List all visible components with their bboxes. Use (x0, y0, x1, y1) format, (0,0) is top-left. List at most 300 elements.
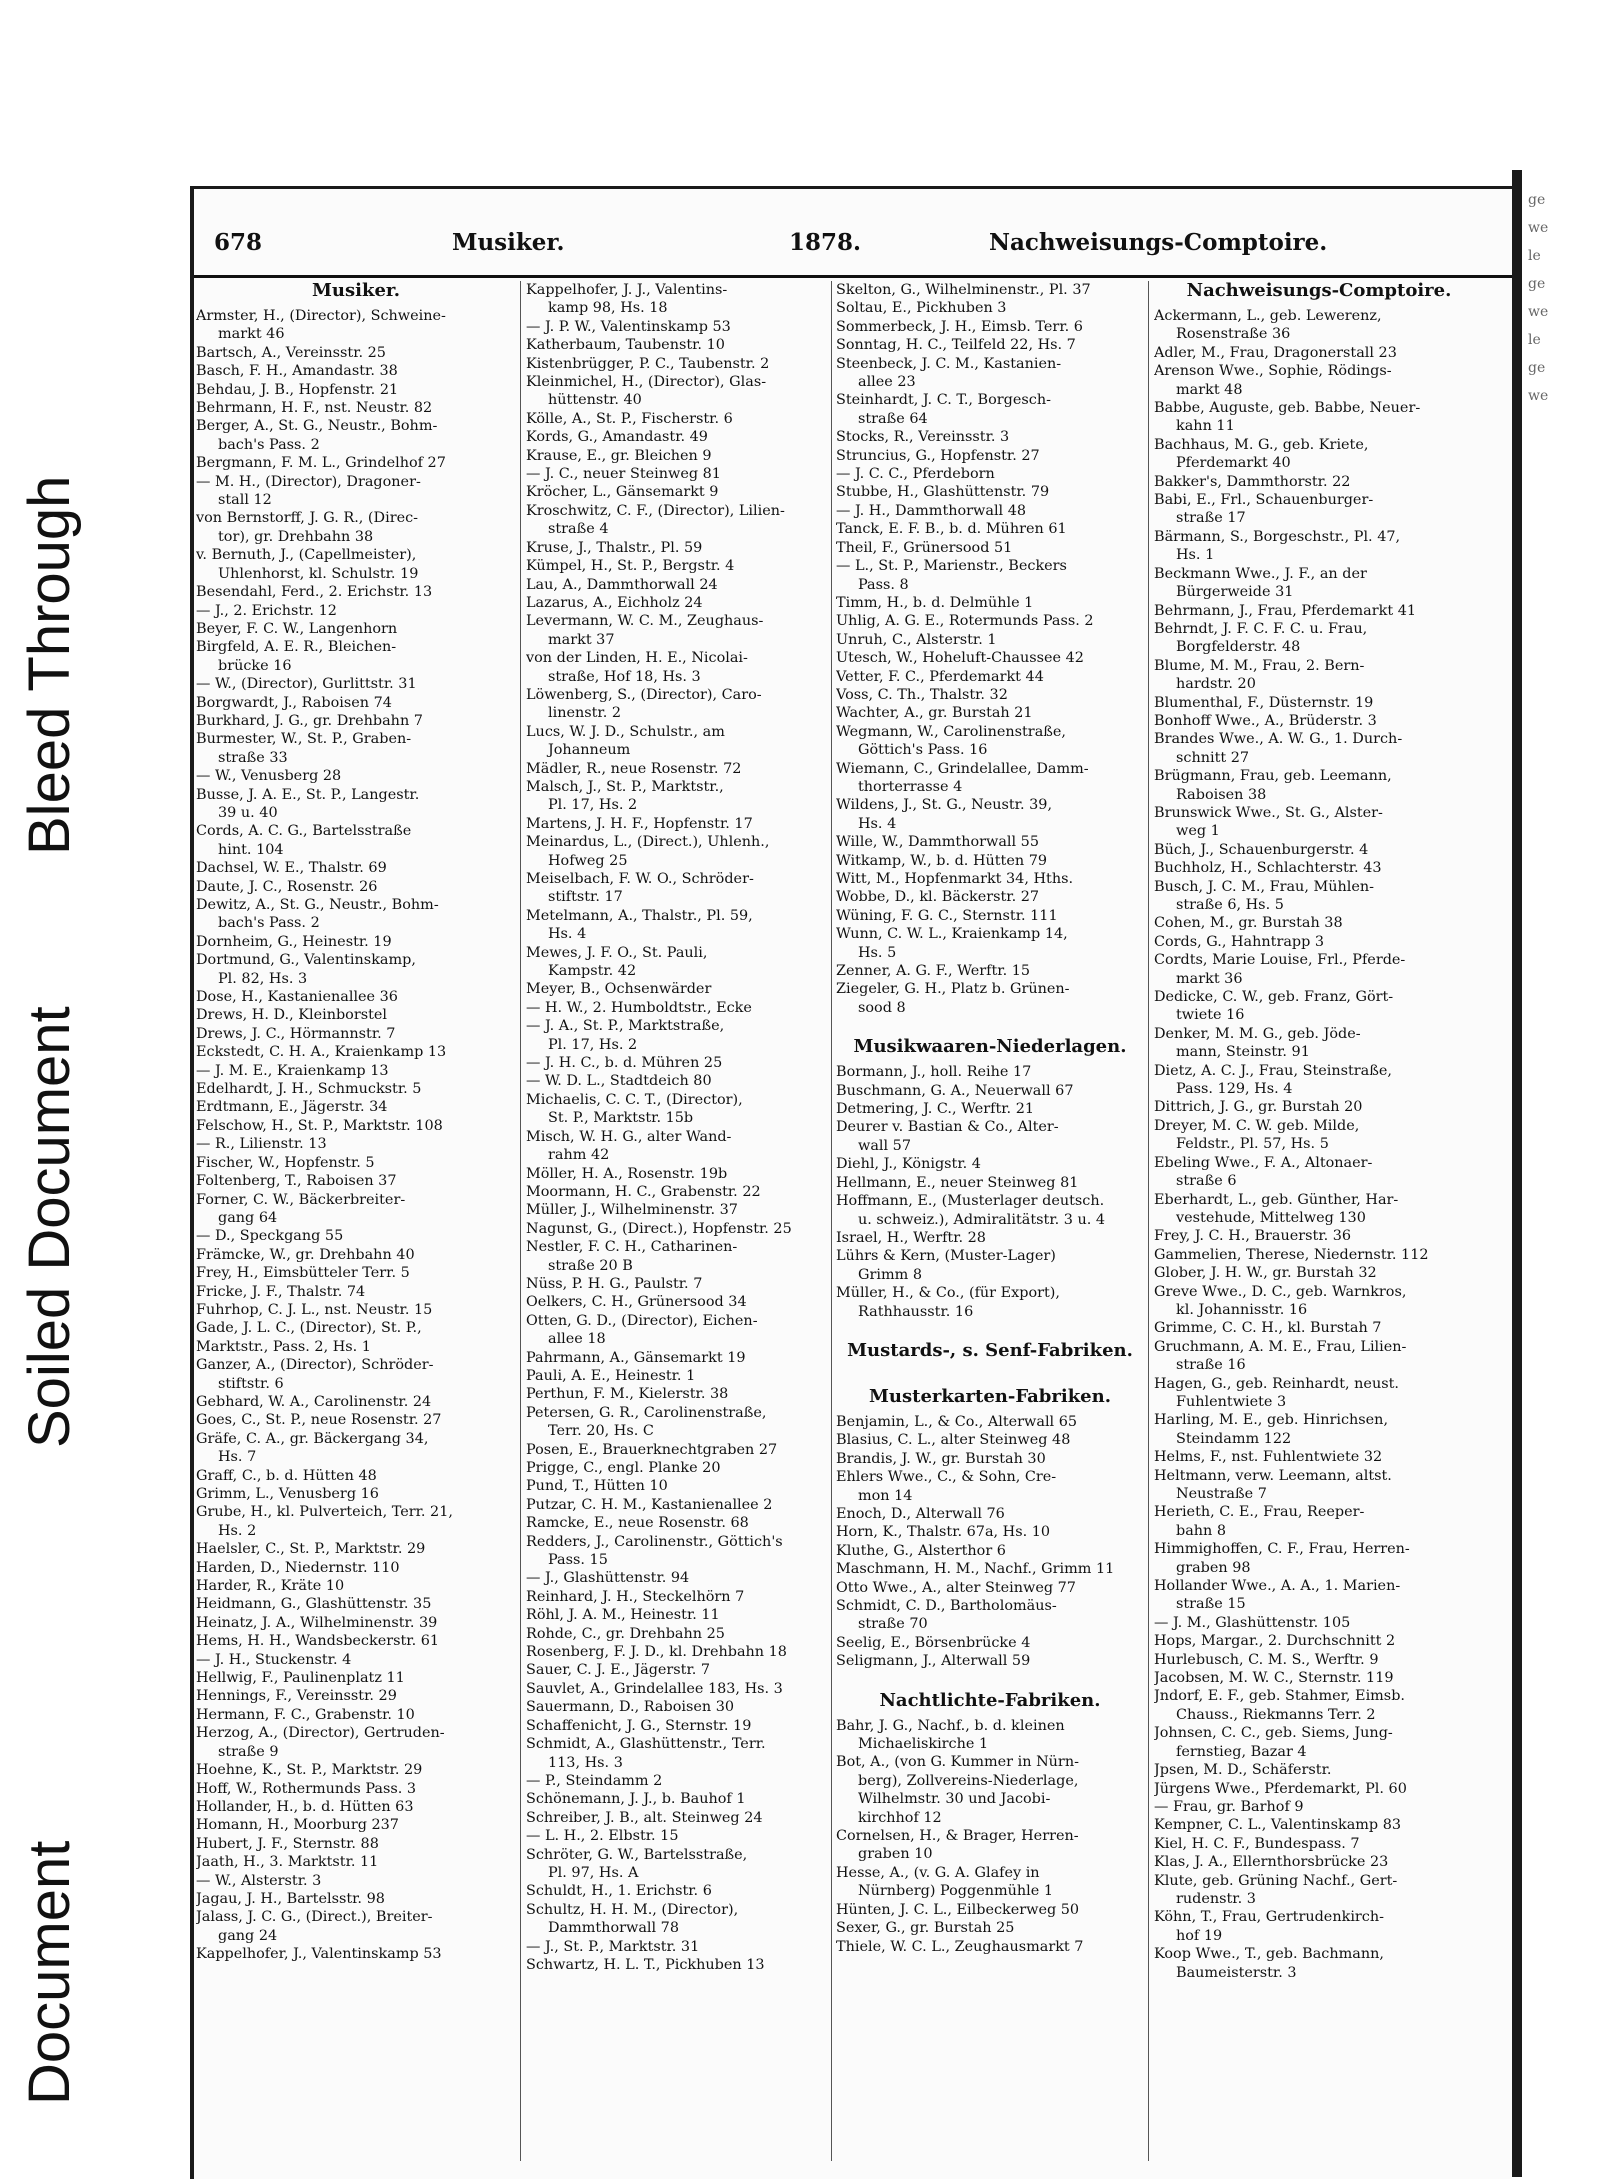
entry-continuation: Uhlenhorst, kl. Schulstr. 19 (218, 565, 419, 582)
entry-continuation: straße 4 (548, 521, 609, 538)
directory-entry: Gruchmann, A. M. E., Frau, Lilien- (1154, 1338, 1407, 1355)
directory-entry: Behrndt, J. F. C. F. C. u. Frau, (1154, 620, 1368, 637)
directory-entry: Utesch, W., Hoheluft-Chaussee 42 (836, 650, 1084, 667)
directory-entry: — J., Glashüttenstr. 94 (526, 1570, 690, 1587)
directory-entry: Bonhoff Wwe., A., Brüderstr. 3 (1154, 712, 1377, 729)
directory-entry: Heidmann, G., Glashüttenstr. 35 (196, 1596, 432, 1613)
directory-entry: Jagau, J. H., Bartelsstr. 98 (196, 1890, 385, 1907)
directory-entry: Denker, M. M. G., geb. Jöde- (1154, 1025, 1361, 1042)
entry-continuation: Rathhausstr. 16 (858, 1303, 974, 1320)
directory-entry: Klute, geb. Grüning Nachf., Gert- (1154, 1872, 1398, 1889)
directory-entry: Himmighoffen, C. F., Frau, Herren- (1154, 1541, 1410, 1558)
next-page-fragment: we (1528, 304, 1549, 320)
next-page-fragment: ge (1528, 276, 1546, 292)
directory-entry: Maschmann, H. M., Nachf., Grimm 11 (836, 1561, 1115, 1578)
directory-entry: Erdtmann, E., Jägerstr. 34 (196, 1099, 388, 1116)
directory-entry: Meinardus, L., (Direct.), Uhlenh., (526, 834, 770, 851)
directory-entry: Otten, G. D., (Director), Eichen- (526, 1312, 758, 1329)
directory-entry: Herieth, C. E., Frau, Reeper- (1154, 1504, 1365, 1521)
directory-entry: Prigge, C., engl. Planke 20 (526, 1460, 721, 1476)
directory-entry: Diehl, J., Königstr. 4 (836, 1156, 981, 1173)
directory-entry: Hems, H. H., Wandsbeckerstr. 61 (196, 1633, 440, 1650)
directory-entry: Wüning, F. G. C., Sternstr. 111 (836, 907, 1058, 924)
entry-continuation: straße 17 (1176, 510, 1246, 527)
entry-continuation: straße 9 (218, 1743, 279, 1760)
directory-entry: Koop Wwe., T., geb. Bachmann, (1154, 1946, 1384, 1963)
directory-entry: Schwartz, H. L. T., Pickhuben 13 (526, 1956, 765, 1973)
directory-entry: Behrmann, J., Frau, Pferdemarkt 41 (1154, 602, 1417, 619)
entry-continuation: Pl. 17, Hs. 2 (548, 797, 638, 814)
directory-entry: Röhl, J. A. M., Heinestr. 11 (526, 1607, 720, 1624)
directory-entry: Ramcke, E., neue Rosenstr. 68 (526, 1515, 749, 1532)
directory-entry: Sauvlet, A., Grindelallee 183, Hs. 3 (526, 1680, 783, 1697)
directory-entry: Buschmann, G. A., Neuerwall 67 (836, 1082, 1074, 1099)
directory-entry: Deurer v. Bastian & Co., Alter- (836, 1119, 1059, 1136)
directory-entry: Birgfeld, A. E. R., Bleichen- (196, 639, 397, 656)
entry-continuation: straße 16 (1176, 1357, 1246, 1374)
entry-continuation: Hs. 5 (858, 944, 897, 961)
directory-entry: Felschow, H., St. P., Marktstr. 108 (196, 1117, 443, 1134)
directory-entry: Misch, W. H. G., alter Wand- (526, 1128, 732, 1145)
directory-entry: Jndorf, E. F., geb. Stahmer, Eimsb. (1154, 1688, 1405, 1705)
entry-continuation: Pl. 97, Hs. A (548, 1864, 639, 1881)
directory-entry: — W., (Director), Gurlittstr. 31 (196, 676, 417, 693)
directory-entry: Bakker's, Dammthorstr. 22 (1154, 473, 1351, 490)
entry-continuation: Raboisen 38 (1176, 786, 1267, 803)
column-2 (526, 281, 846, 2171)
directory-entry: — J. P. W., Valentinskamp 53 (526, 318, 731, 335)
directory-entry: Sommerbeck, J. H., Eimsb. Terr. 6 (836, 318, 1083, 335)
directory-entry: Sonntag, H. C., Teilfeld 22, Hs. 7 (836, 337, 1076, 354)
section-heading: Musikwaaren-Niederlagen. (853, 1036, 1127, 1058)
directory-entry: Blume, M. M., Frau, 2. Bern- (1154, 657, 1365, 674)
directory-entry: Homann, H., Moorburg 237 (196, 1817, 399, 1834)
directory-entry: Nüss, P. H. G., Paulstr. 7 (526, 1275, 703, 1292)
entry-continuation: markt 48 (1176, 381, 1243, 398)
directory-entry: Hünten, J. C. L., Eilbeckerweg 50 (836, 1901, 1080, 1918)
directory-entry: Gräfe, C. A., gr. Bäckergang 34, (196, 1430, 429, 1447)
directory-entry: Unruh, C., Alsterstr. 1 (836, 631, 997, 648)
next-page-fragment: we (1528, 388, 1549, 404)
directory-entry: Grimme, C. C. H., kl. Burstah 7 (1154, 1320, 1382, 1337)
entry-continuation: Wilhelmstr. 30 und Jacobi- (858, 1791, 1051, 1808)
directory-entry: Pund, T., Hütten 10 (526, 1478, 668, 1495)
directory-entry: Witt, M., Hopfenmarkt 34, Hths. (836, 871, 1074, 887)
directory-entry: Jacobsen, M. W. C., Sternstr. 119 (1154, 1670, 1394, 1687)
margin-label-document: Document (17, 1840, 82, 2105)
directory-entry: Israel, H., Werftr. 28 (836, 1229, 986, 1246)
directory-entry: Stocks, R., Vereinsstr. 3 (836, 429, 1010, 446)
entry-continuation: gang 24 (218, 1927, 278, 1944)
directory-entry: Enoch, D., Alterwall 76 (836, 1505, 1005, 1522)
entry-continuation: kamp 98, Hs. 18 (548, 300, 668, 317)
directory-entry: Soltau, E., Pickhuben 3 (836, 300, 1007, 317)
directory-entry: Bormann, J., holl. Reihe 17 (836, 1064, 1032, 1081)
directory-entry: Müller, H., & Co., (für Export), (836, 1285, 1060, 1302)
directory-entry: Dreyer, M. C. W. geb. Milde, (1154, 1117, 1360, 1134)
entry-continuation: stiftstr. 6 (218, 1375, 284, 1392)
directory-entry: Harling, M. E., geb. Hinrichsen, (1154, 1412, 1389, 1429)
margin-label-bleed: Bleed Through (17, 475, 82, 855)
directory-entry: Harden, D., Niedernstr. 110 (196, 1559, 400, 1576)
directory-entry: Besendahl, Ferd., 2. Erichstr. 13 (196, 584, 433, 601)
entry-continuation: Dammthorwall 78 (548, 1920, 679, 1937)
directory-entry: Herzog, A., (Director), Gertruden- (196, 1725, 445, 1742)
directory-entry: Klas, J. A., Ellernthorsbrücke 23 (1154, 1854, 1389, 1871)
directory-entry: Hagen, G., geb. Reinhardt, neust. (1154, 1375, 1399, 1392)
directory-entry: Armster, H., (Director), Schweine- (196, 308, 446, 324)
directory-entry: Wobbe, D., kl. Bäckerstr. 27 (836, 889, 1040, 906)
entry-continuation: Baumeisterstr. 3 (1176, 1964, 1297, 1981)
directory-entry: — J. H., Dammthorwall 48 (836, 502, 1027, 519)
directory-entry: Wachter, A., gr. Burstah 21 (836, 705, 1033, 722)
directory-entry: Eberhardt, L., geb. Günther, Har- (1154, 1191, 1399, 1208)
directory-entry: Marktstr., Pass. 2, Hs. 1 (196, 1338, 371, 1355)
directory-entry: Perthun, F. M., Kielerstr. 38 (526, 1386, 729, 1403)
directory-entry: Hoffmann, E., (Musterlager deutsch. (836, 1193, 1105, 1210)
directory-entry: Schreiber, J. B., alt. Steinweg 24 (526, 1809, 763, 1826)
entry-continuation: kl. Johannisstr. 16 (1176, 1301, 1308, 1318)
entry-continuation: St. P., Marktstr. 15b (548, 1110, 694, 1127)
directory-entry: Kiel, H. C. F., Bundespass. 7 (1154, 1835, 1360, 1852)
entry-continuation: mon 14 (858, 1487, 913, 1504)
entry-continuation: hint. 104 (218, 841, 284, 858)
column-divider (831, 281, 832, 2161)
directory-entry: Dewitz, A., St. G., Neustr., Bohm- (196, 897, 439, 913)
directory-entry: Cohen, M., gr. Burstah 38 (1154, 915, 1343, 932)
directory-entry: Kempner, C. L., Valentinskamp 83 (1154, 1817, 1402, 1834)
entry-continuation: Pass. 8 (858, 576, 909, 593)
section-gap (836, 1671, 1144, 1685)
entry-continuation: gang 64 (218, 1209, 278, 1226)
directory-entry: — D., Speckgang 55 (196, 1228, 344, 1245)
entry-continuation: kirchhof 12 (858, 1809, 942, 1826)
directory-entry: Buchholz, H., Schlachterstr. 43 (1154, 860, 1382, 877)
directory-entry: Ebeling Wwe., F. A., Altonaer- (1154, 1154, 1373, 1171)
directory-entry: Brandes Wwe., A. W. G., 1. Durch- (1154, 731, 1403, 748)
directory-entry: Dose, H., Kastanienallee 36 (196, 989, 398, 1006)
directory-entry: Cords, A. C. G., Bartelsstraße (196, 823, 412, 840)
entry-continuation: straße 6, Hs. 5 (1176, 897, 1284, 913)
entry-continuation: Rosenstraße 36 (1176, 326, 1291, 343)
next-page-fragment: ge (1528, 192, 1546, 208)
directory-entry: Lau, A., Dammthorwall 24 (526, 576, 718, 593)
next-page-fragment: ge (1528, 360, 1546, 376)
entry-continuation: straße, Hof 18, Hs. 3 (548, 668, 701, 685)
directory-entry: Schultz, H. H. M., (Director), (526, 1901, 739, 1918)
page-edge (1512, 170, 1522, 2177)
entry-continuation: markt 37 (548, 631, 615, 648)
running-title-right: Nachweisungs-Comptoire. (989, 229, 1328, 256)
directory-entry: Arenson Wwe., Sophie, Rödings- (1154, 363, 1392, 380)
directory-entry: Johnsen, C. C., geb. Siems, Jung- (1154, 1725, 1393, 1742)
directory-entry: Horn, K., Thalstr. 67a, Hs. 10 (836, 1524, 1051, 1541)
header-rule (194, 275, 1512, 278)
directory-entry: Brandis, J. W., gr. Burstah 30 (836, 1450, 1046, 1467)
next-page-fragment: le (1528, 248, 1541, 264)
directory-entry: — R., Lilienstr. 13 (196, 1136, 327, 1153)
running-title-left: Musiker. (452, 229, 565, 256)
directory-entry: Mädler, R., neue Rosenstr. 72 (526, 760, 742, 777)
directory-entry: Jaath, H., 3. Marktstr. 11 (196, 1854, 379, 1871)
directory-entry: von Bernstorff, J. G. R., (Direc- (196, 510, 419, 527)
entry-continuation: straße 6 (1176, 1173, 1237, 1190)
directory-entry: Voss, C. Th., Thalstr. 32 (836, 686, 1008, 703)
directory-entry: Steenbeck, J. C. M., Kastanien- (836, 355, 1062, 372)
entry-continuation: wall 57 (858, 1137, 911, 1154)
directory-entry: Schröter, G. W., Bartelsstraße, (526, 1846, 748, 1863)
entry-continuation: markt 46 (218, 326, 285, 343)
directory-entry: Grimm, L., Venusberg 16 (196, 1486, 379, 1502)
directory-entry: Frey, J. C. H., Brauerstr. 36 (1154, 1228, 1352, 1245)
directory-entry: — L., St. P., Marienstr., Beckers (836, 558, 1067, 575)
directory-entry: Adler, M., Frau, Dragonerstall 23 (1154, 344, 1397, 361)
entry-continuation: straße 64 (858, 410, 928, 427)
entry-continuation: Pass. 129, Hs. 4 (1176, 1081, 1293, 1098)
entry-continuation: straße 15 (1176, 1596, 1246, 1613)
entry-continuation: Hs. 1 (1176, 547, 1215, 564)
entry-continuation: Michaeliskirche 1 (858, 1736, 989, 1753)
entry-continuation: fernstieg, Bazar 4 (1176, 1743, 1307, 1760)
entry-continuation: Johanneum (548, 742, 631, 759)
directory-entry: Sexer, G., gr. Burstah 25 (836, 1920, 1015, 1937)
entry-continuation: Hs. 4 (548, 926, 587, 943)
directory-entry: Fischer, W., Hopfenstr. 5 (196, 1154, 375, 1171)
directory-entry: — W., Alsterstr. 3 (196, 1872, 322, 1889)
entry-continuation: Kampstr. 42 (548, 963, 637, 980)
directory-entry: Löwenberg, S., (Director), Caro- (526, 686, 762, 703)
directory-entry: Berger, A., St. G., Neustr., Bohm- (196, 418, 438, 435)
section-heading: Nachweisungs-Comptoire. (1186, 281, 1452, 301)
directory-entry: — J. C. C., Pferdeborn (836, 466, 995, 483)
directory-entry: — J. M. E., Kraienkamp 13 (196, 1062, 389, 1079)
directory-entry: — J. H., Stuckenstr. 4 (196, 1651, 352, 1668)
next-page-fragment: le (1528, 332, 1541, 348)
directory-entry: von der Linden, H. E., Nicolai- (526, 650, 748, 667)
directory-entry: Tanck, E. F. B., b. d. Mühren 61 (836, 521, 1067, 538)
directory-entry: Witkamp, W., b. d. Hütten 79 (836, 852, 1048, 869)
directory-entry: Lazarus, A., Eichholz 24 (526, 594, 703, 611)
directory-entry: Malsch, J., St. P., Marktstr., (526, 778, 724, 795)
directory-entry: Glober, J. H. W., gr. Burstah 32 (1154, 1265, 1377, 1282)
directory-entry: Pahrmann, A., Gänsemarkt 19 (526, 1349, 746, 1366)
directory-entry: Bot, A., (von G. Kummer in Nürn- (836, 1754, 1079, 1771)
entry-continuation: Hs. 4 (858, 815, 897, 832)
entry-continuation: Hs. 7 (218, 1449, 257, 1466)
column-3 (836, 281, 1144, 2171)
directory-entry: Benjamin, L., & Co., Alterwall 65 (836, 1413, 1078, 1430)
entry-continuation: Chauss., Riekmanns Terr. 2 (1176, 1706, 1376, 1723)
directory-entry: Struncius, G., Hopfenstr. 27 (836, 447, 1040, 464)
entry-continuation: hardstr. 20 (1176, 676, 1256, 693)
directory-entry: Fricke, J. F., Thalstr. 74 (196, 1283, 366, 1300)
entry-continuation: 113, Hs. 3 (548, 1754, 623, 1771)
directory-entry: Meiselbach, F. W. O., Schröder- (526, 871, 754, 887)
directory-entry: Kappelhofer, J. J., Valentins- (526, 282, 728, 298)
entry-continuation: twiete 16 (1176, 1007, 1245, 1024)
directory-entry: Hollander, H., b. d. Hütten 63 (196, 1798, 414, 1815)
directory-entry: Schmidt, A., Glashüttenstr., Terr. (526, 1736, 766, 1753)
directory-entry: Seligmann, J., Alterwall 59 (836, 1653, 1031, 1670)
entry-continuation: rahm 42 (548, 1147, 610, 1164)
directory-entry: — H. W., 2. Humboldtstr., Ecke (526, 999, 752, 1016)
directory-entry: Haelsler, C., St. P., Marktstr. 29 (196, 1541, 426, 1558)
directory-entry: Jpsen, M. D., Schäferstr. (1154, 1762, 1332, 1779)
entry-continuation: bach's Pass. 2 (218, 915, 320, 932)
directory-entry: — J. H. C., b. d. Mühren 25 (526, 1055, 723, 1072)
directory-entry: Daute, J. C., Rosenstr. 26 (196, 878, 378, 895)
directory-entry: Eckstedt, C. H. A., Kraienkamp 13 (196, 1044, 447, 1061)
directory-entry: Detmering, J. C., Werftr. 21 (836, 1101, 1035, 1118)
entry-continuation: Terr. 20, Hs. C (548, 1423, 654, 1440)
directory-entry: Frey, H., Eimsbütteler Terr. 5 (196, 1265, 410, 1282)
directory-entry: Michaelis, C. C. T., (Director), (526, 1091, 743, 1108)
directory-entry: Petersen, G. R., Carolinenstraße, (526, 1404, 767, 1421)
directory-entry: Posen, E., Brauerknechtgraben 27 (526, 1441, 778, 1458)
directory-entry: Kistenbrügger, P. C., Taubenstr. 2 (526, 355, 770, 372)
directory-entry: Dortmund, G., Valentinskamp, (196, 952, 416, 969)
directory-entry: Bärmann, S., Borgeschstr., Pl. 47, (1154, 528, 1401, 545)
entry-continuation: straße 70 (858, 1616, 928, 1633)
section-gap (836, 1017, 1144, 1031)
directory-entry: Burkhard, J. G., gr. Drehbahn 7 (196, 712, 423, 729)
entry-continuation: Bürgerweide 31 (1176, 584, 1294, 601)
directory-entry: Metelmann, A., Thalstr., Pl. 59, (526, 907, 753, 924)
directory-entry: Oelkers, C. H., Grünersood 34 (526, 1294, 747, 1311)
directory-entry: Kords, G., Amandastr. 49 (526, 429, 708, 446)
page-number: 678 (214, 229, 263, 256)
entry-continuation: Feldstr., Pl. 57, Hs. 5 (1176, 1136, 1329, 1153)
directory-entry: Uhlig, A. G. E., Rotermunds Pass. 2 (836, 613, 1094, 630)
directory-entry: Dedicke, C. W., geb. Franz, Gört- (1154, 989, 1394, 1006)
entry-continuation: Göttich's Pass. 16 (858, 742, 988, 759)
directory-entry: Ackermann, L., geb. Lewerenz, (1154, 308, 1382, 324)
directory-entry: Busch, J. C. M., Frau, Mühlen- (1154, 878, 1374, 895)
directory-entry: Otto Wwe., A., alter Steinweg 77 (836, 1579, 1076, 1596)
entry-continuation: Nürnberg) Poggenmühle 1 (858, 1883, 1054, 1900)
directory-entry: Dachsel, W. E., Thalstr. 69 (196, 860, 387, 877)
entry-continuation: Pferdemarkt 40 (1176, 455, 1291, 472)
directory-entry: Schaffenicht, J. G., Sternstr. 19 (526, 1717, 752, 1734)
directory-entry: Basch, F. H., Amandastr. 38 (196, 363, 398, 380)
directory-entry: Drews, H. D., Kleinborstel (196, 1007, 388, 1024)
directory-entry: — P., Steindamm 2 (526, 1772, 663, 1789)
entry-continuation: allee 23 (858, 374, 916, 391)
entry-continuation: bahn 8 (1176, 1522, 1227, 1539)
entry-continuation: graben 10 (858, 1846, 933, 1863)
directory-entry: Foltenberg, T., Raboisen 37 (196, 1173, 397, 1190)
directory-entry: Zenner, A. G. F., Werftr. 15 (836, 963, 1031, 980)
directory-entry: Wiemann, C., Grindelallee, Damm- (836, 760, 1089, 777)
directory-entry: Schmidt, C. D., Bartholomäus- (836, 1598, 1057, 1614)
entry-continuation: Pl. 17, Hs. 2 (548, 1036, 638, 1053)
entry-continuation: straße 20 B (548, 1257, 633, 1274)
section-gap (836, 1321, 1144, 1335)
directory-entry: Hollander Wwe., A. A., 1. Marien- (1154, 1578, 1401, 1595)
directory-entry: Ehlers Wwe., C., & Sohn, Cre- (836, 1469, 1057, 1486)
directory-entry: Hermann, F. C., Grabenstr. 10 (196, 1706, 415, 1723)
directory-entry: Blumenthal, F., Düsternstr. 19 (1154, 694, 1374, 711)
directory-entry: Schönemann, J. J., b. Bauhof 1 (526, 1791, 746, 1808)
directory-entry: Dittrich, J. G., gr. Burstah 20 (1154, 1099, 1363, 1116)
entry-continuation: sood 8 (858, 999, 906, 1016)
directory-entry: Borgwardt, J., Raboisen 74 (196, 694, 392, 711)
directory-entry: Sauermann, D., Raboisen 30 (526, 1699, 735, 1716)
directory-entry: — L. H., 2. Elbstr. 15 (526, 1828, 679, 1845)
entry-continuation: linenstr. 2 (548, 705, 622, 722)
entry-continuation: hof 19 (1176, 1927, 1223, 1944)
directory-entry: Lührs & Kern, (Muster-Lager) (836, 1248, 1056, 1265)
entry-continuation: berg), Zollvereins-Niederlage, (858, 1772, 1079, 1789)
section-gap (836, 1367, 1144, 1381)
directory-entry: Müller, J., Wilhelminenstr. 37 (526, 1202, 738, 1219)
entry-continuation: weg 1 (1176, 823, 1220, 840)
entry-continuation: Fuhlentwiete 3 (1176, 1393, 1287, 1410)
directory-entry: Schuldt, H., 1. Erichstr. 6 (526, 1883, 712, 1900)
directory-entry: Cords, G., Hahntrapp 3 (1154, 933, 1325, 950)
directory-entry: Brügmann, Frau, geb. Leemann, (1154, 768, 1392, 785)
column-4 (1154, 281, 1484, 2171)
directory-entry: Rosenberg, F. J. D., kl. Drehbahn 18 (526, 1644, 787, 1661)
entry-continuation: mann, Steinstr. 91 (1176, 1044, 1310, 1061)
scanned-page (190, 186, 1512, 2179)
entry-continuation: tor), gr. Drehbahn 38 (218, 528, 374, 545)
directory-entry: Busse, J. A. E., St. P., Langestr. (196, 786, 420, 803)
directory-entry: Hurlebusch, C. M. S., Werftr. 9 (1154, 1651, 1379, 1668)
directory-entry: Kleinmichel, H., (Director), Glas- (526, 374, 767, 391)
directory-entry: Lucs, W. J. D., Schulstr., am (526, 723, 725, 740)
directory-entry: Edelhardt, J. H., Schmuckstr. 5 (196, 1081, 422, 1098)
directory-entry: Beyer, F. C. W., Langenhorn (196, 620, 398, 637)
column-divider (1148, 281, 1149, 2161)
entry-continuation: Pass. 15 (548, 1552, 608, 1569)
directory-entry: Levermann, W. C. M., Zeughaus- (526, 613, 764, 630)
directory-entry: Pauli, A. E., Heinestr. 1 (526, 1367, 696, 1384)
directory-entry: Främcke, W., gr. Drehbahn 40 (196, 1246, 415, 1263)
directory-entry: Gade, J. L. C., (Director), St. P., (196, 1320, 422, 1337)
entry-continuation: Hs. 2 (218, 1522, 257, 1539)
directory-entry: Kluthe, G., Alsterthor 6 (836, 1542, 1006, 1559)
directory-entry: Meyer, B., Ochsenwärder (526, 981, 712, 998)
directory-entry: Möller, H. A., Rosenstr. 19b (526, 1165, 728, 1182)
directory-entry: Bahr, J. G., Nachf., b. d. kleinen (836, 1717, 1065, 1734)
entry-continuation: Grimm 8 (858, 1266, 922, 1283)
entry-continuation: Neustraße 7 (1176, 1486, 1267, 1502)
directory-entry: Heltmann, verw. Leemann, altst. (1154, 1467, 1392, 1484)
directory-entry: — Frau, gr. Barhof 9 (1154, 1798, 1304, 1815)
directory-entry: Skelton, G., Wilhelminenstr., Pl. 37 (836, 282, 1091, 298)
directory-entry: Kroschwitz, C. F., (Director), Lilien- (526, 502, 785, 519)
section-heading: Musiker. (311, 281, 400, 301)
section-heading: Mustards-, s. Senf-Fabriken. (847, 1339, 1133, 1361)
directory-entry: Moormann, H. C., Grabenstr. 22 (526, 1183, 761, 1200)
entry-continuation: stall 12 (218, 492, 272, 509)
directory-entry: Gammelien, Therese, Niedernstr. 112 (1154, 1246, 1429, 1263)
directory-entry: Vetter, F. C., Pferdemarkt 44 (836, 668, 1044, 685)
section-heading: Nachtlichte-Fabriken. (879, 1689, 1101, 1711)
directory-entry: Cornelsen, H., & Brager, Herren- (836, 1828, 1079, 1845)
directory-entry: Theil, F., Grünersood 51 (836, 539, 1013, 556)
entry-continuation: vestehude, Mittelweg 130 (1176, 1209, 1366, 1226)
entry-continuation: brücke 16 (218, 657, 292, 674)
directory-entry: Wunn, C. W. L., Kraienkamp 14, (836, 926, 1068, 943)
directory-entry: Greve Wwe., D. C., geb. Warnkros, (1154, 1283, 1407, 1300)
directory-entry: Thiele, W. C. L., Zeughausmarkt 7 (836, 1938, 1084, 1955)
directory-entry: Wille, W., Dammthorwall 55 (836, 834, 1039, 851)
directory-entry: Ziegeler, G. H., Platz b. Grünen- (836, 981, 1070, 998)
directory-entry: Jürgens Wwe., Pferdemarkt, Pl. 60 (1154, 1780, 1407, 1797)
directory-entry: Fuhrhop, C. J. L., nst. Neustr. 15 (196, 1301, 433, 1318)
